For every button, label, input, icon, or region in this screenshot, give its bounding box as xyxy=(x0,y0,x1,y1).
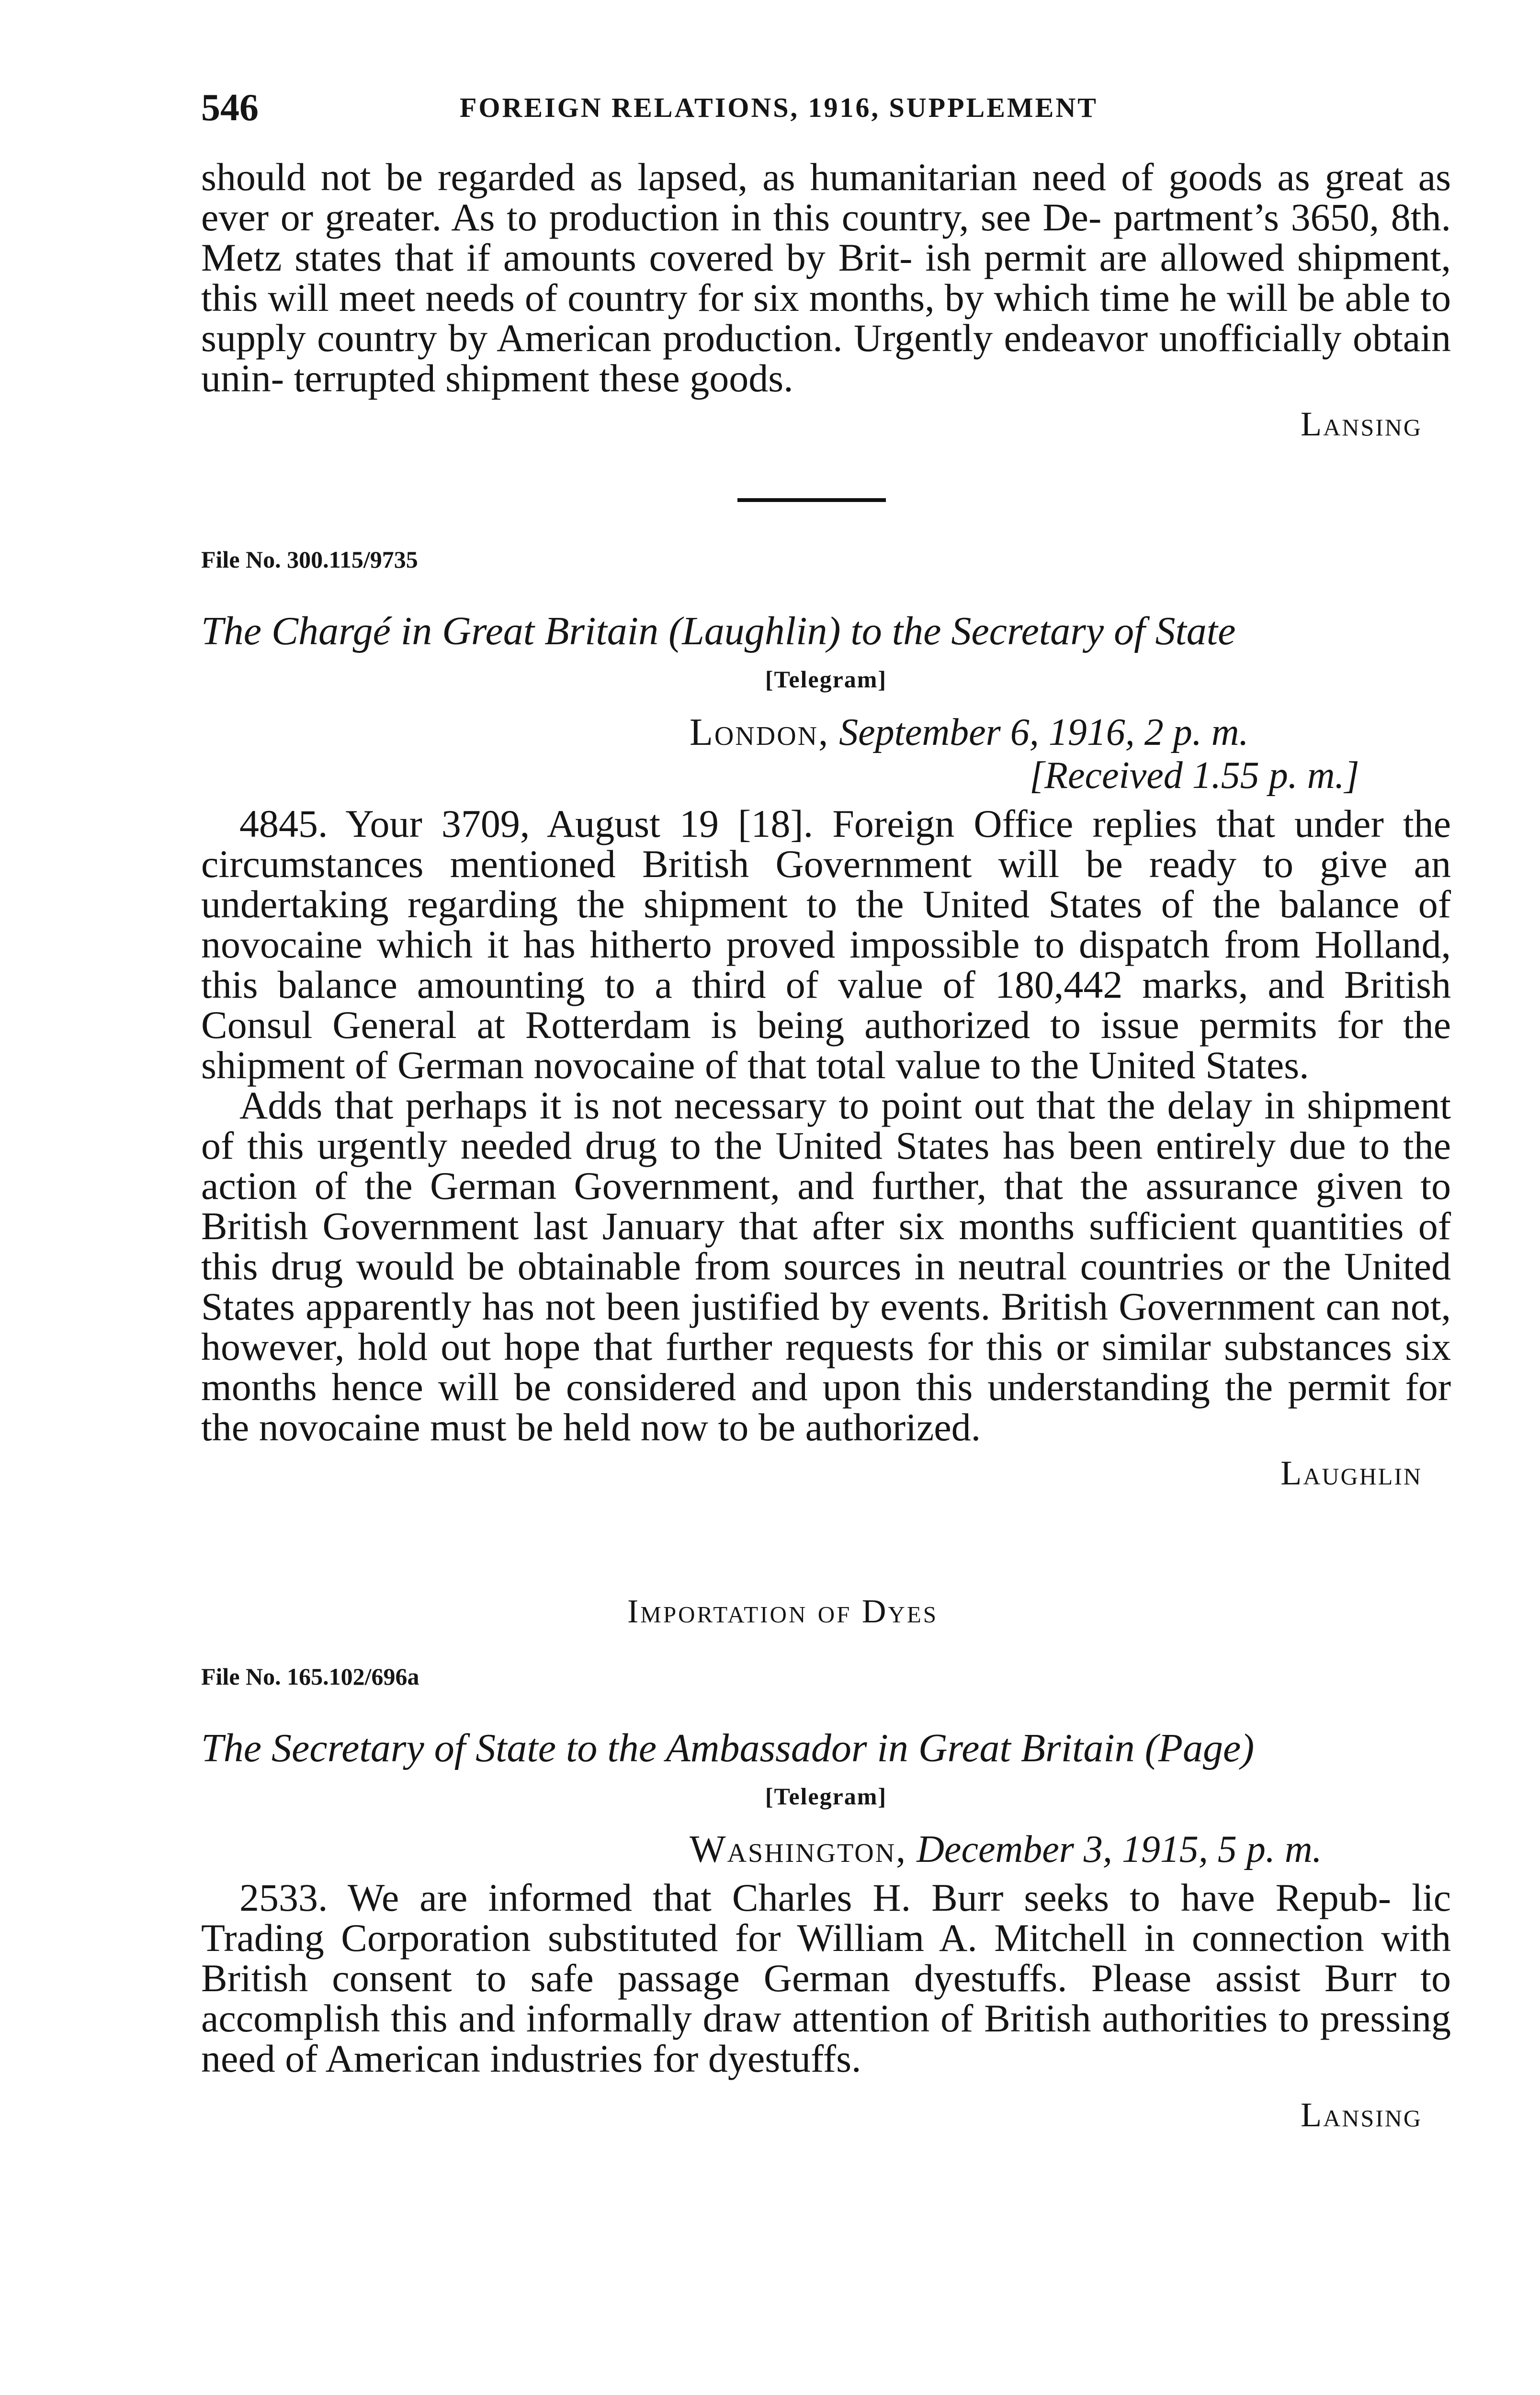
signature-lansing-1: Lansing xyxy=(1301,405,1422,443)
doc2-para1-line: 2533. We are informed that Charles H. Burr seeks to have Repub- xyxy=(239,1876,1392,1919)
continuation-paragraph xyxy=(201,157,1451,399)
doc2-para1-line: of British authorities to pressing need of American industries for xyxy=(201,1996,1451,2080)
telegram-label-1: [Telegram] xyxy=(765,666,887,693)
doc1-para1-line: of 180,442 marks, and British Consul General at Rotterdam is being xyxy=(201,963,1451,1047)
doc2-para1-line: dyestuffs. xyxy=(708,2037,861,2080)
doc1-para2-line: Adds that perhaps it is not necessary to point out that the delay in xyxy=(239,1083,1295,1127)
doc2-paragraph-1 xyxy=(201,1878,1451,2079)
doc1-para1-line: that total value to the United States. xyxy=(747,1043,1309,1087)
section-divider-rule xyxy=(737,498,886,502)
dateline-place-2: Washington, xyxy=(690,1828,907,1870)
doc2-para1-line: lic Trading Corporation substituted for William A. Mitchell in xyxy=(201,1876,1451,1960)
dateline-date-2: December 3, 1915, 5 p. m. xyxy=(917,1828,1322,1870)
dateline-1 xyxy=(690,711,1459,754)
section-heading-importation-of-dyes: Importation of Dyes xyxy=(627,1593,938,1630)
page-number: 546 xyxy=(201,87,259,129)
continuation-line: ish permit are allowed shipment, this will meet needs of country for xyxy=(201,236,1451,319)
running-head xyxy=(201,72,1459,144)
telegram-label-2: [Telegram] xyxy=(765,1783,887,1810)
doc1-para2-line: hold out hope that further requests for this or similar substances six xyxy=(357,1325,1451,1369)
doc1-para1-line: authorized to issue permits for the shipment of German novocaine of xyxy=(201,1003,1451,1087)
document-title-2: The Secretary of State to the Ambassador in Great Britain (Page) xyxy=(201,1726,1255,1770)
received-time-1 xyxy=(1030,754,1459,797)
doc1-paragraph-1 xyxy=(201,804,1451,1085)
doc1-para1-line: of the balance of novocaine which it has hitherto proved impossible xyxy=(201,882,1451,966)
received-text-1: [Received 1.55 p. m.] xyxy=(1030,754,1359,797)
doc1-para1-line: under the circumstances mentioned British Government will be ready xyxy=(201,802,1451,886)
doc2-para1-line: connection with British consent to safe passage German dyestuffs. xyxy=(201,1916,1451,2000)
dateline-2 xyxy=(690,1828,1459,1871)
doc1-para2-line: from sources in neutral countries or the United States apparently has xyxy=(201,1244,1451,1328)
signature-lansing-2: Lansing xyxy=(1301,2096,1422,2134)
doc1-para1-line: 4845. Your 3709, August 19 [18]. Foreign Office replies that xyxy=(239,802,1275,845)
doc2-para1-line: Please assist Burr to accomplish this and informally draw attention xyxy=(201,1956,1451,2040)
doc1-para2-line: not been justified by events. British Government can not, however, xyxy=(201,1285,1451,1369)
running-title: FOREIGN RELATIONS, 1916, SUPPLEMENT xyxy=(460,92,1098,123)
continuation-line: American production. Urgently endeavor unofficially obtain unin- xyxy=(201,316,1451,400)
doc1-para1-line: to give an undertaking regarding the shipment to the United States xyxy=(201,842,1451,926)
dateline-date-1: September 6, 1916, 2 p. m. xyxy=(839,711,1249,753)
signature-laughlin: Laughlin xyxy=(1280,1454,1422,1492)
doc1-para2-line: that the assurance given to British Government last January that xyxy=(201,1164,1451,1248)
doc1-para2-line: shipment of this urgently needed drug to the United States has been xyxy=(201,1083,1451,1167)
doc1-paragraph-2 xyxy=(201,1085,1451,1448)
doc1-para2-line: entirely due to the action of the German Government, and further, xyxy=(201,1124,1451,1208)
continuation-line: terrupted shipment these goods. xyxy=(294,356,793,400)
continuation-line: partment’s 3650, 8th. Metz states that if amounts covered by Brit- xyxy=(201,195,1451,279)
file-number-1: File No. 300.115/9735 xyxy=(201,546,418,573)
doc1-para2-line: months hence will be considered and upon this understanding the xyxy=(201,1365,1273,1409)
continuation-line: should not be regarded as lapsed, as humanitarian need of goods as xyxy=(201,155,1310,199)
document-title-1: The Chargé in Great Britain (Laughlin) to the Secretary of State xyxy=(201,609,1236,653)
file-number-2: File No. 165.102/696a xyxy=(201,1663,419,1690)
doc1-para1-line: to dispatch from Holland, this balance amounting to a third of value xyxy=(201,923,1451,1006)
doc1-para2-line: permit for the novocaine must be held now to be authorized. xyxy=(201,1365,1451,1449)
doc1-para2-line: after six months sufficient quantities of this drug would be obtainable xyxy=(201,1204,1451,1288)
continuation-line: great as ever or greater. As to production in this country, see De- xyxy=(201,155,1451,239)
continuation-line: six months, by which time he will be able to supply country by xyxy=(201,276,1451,360)
dateline-place-1: London, xyxy=(690,711,830,753)
